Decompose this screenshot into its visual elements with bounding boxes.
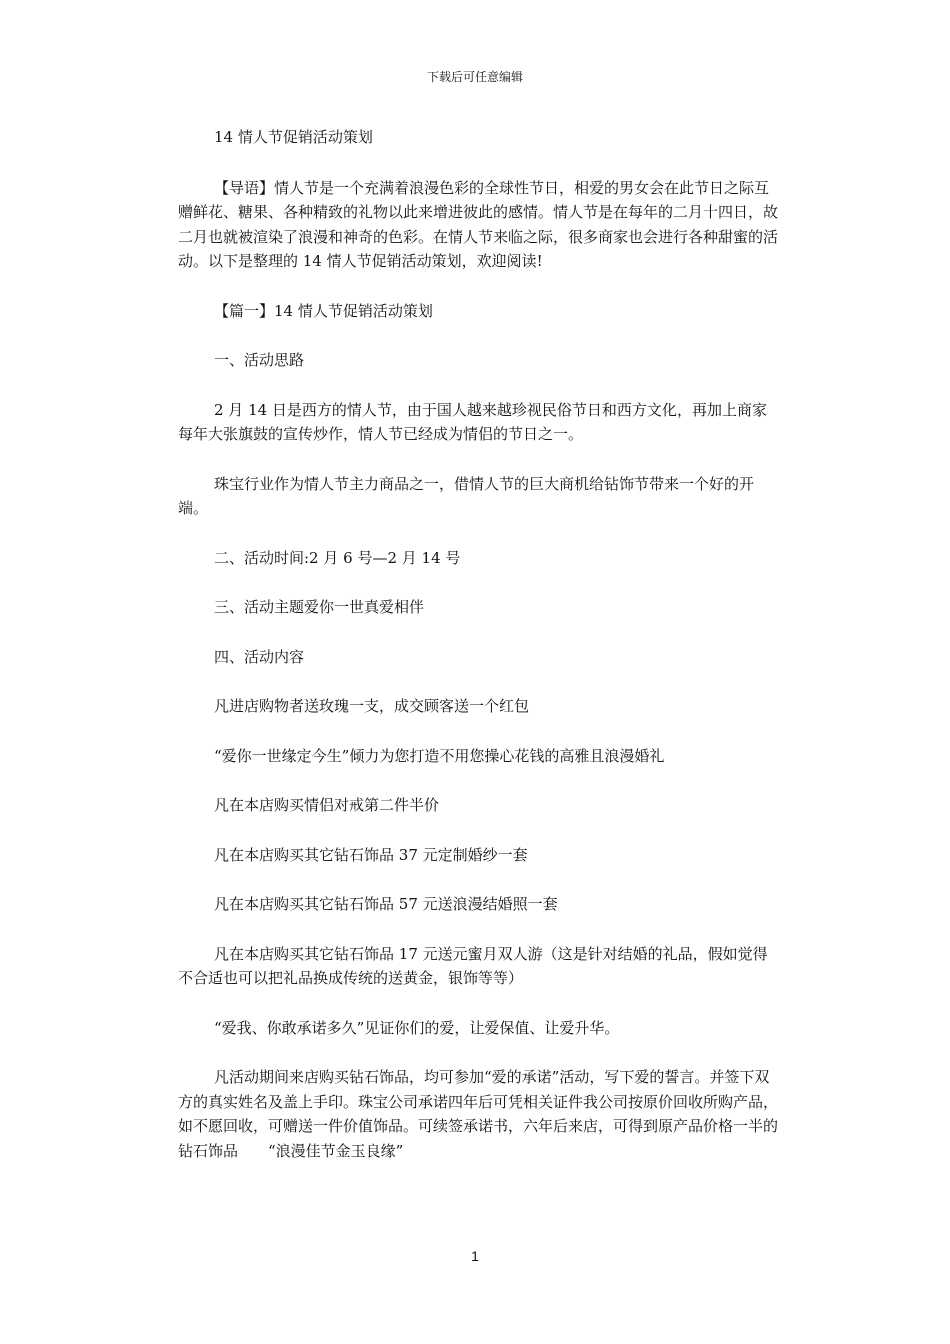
section-heading-part-one: 【篇一】14 情人节促销活动策划 [214, 301, 433, 320]
document-title: 14 情人节促销活动策划 [214, 128, 373, 146]
paragraph-jewelry: 珠宝行业作为情人节主力商品之一，借情人节的巨大商机给钻饰节带来一个好的开端。 [178, 474, 755, 517]
list-item: 凡进店购物者送玫瑰一支，成交顾客送一个红包 [214, 697, 530, 715]
list-item: 凡在本店购买其它钻石饰品 17 元送元蜜月双人游（这是针对结婚的礼品，假如觉得不合适也可以把礼品换成传统的送黄金，银饰等等） [178, 944, 768, 987]
paragraph-intro: 【导语】情人节是一个充满着浪漫色彩的全球性节日，相爱的男女会在此节日之际互赠鲜花、糖果、各种精致的礼物以此来增进彼此的感情。情人节是在每年的二月十四日，故二月也就被渲染了浪漫和神奇的色彩。在情人节来临之际，很多商家也会进行各种甜蜜的活动。以下是整理的 14 情人节促销活动策划，欢迎阅读! [178, 178, 779, 270]
section-heading-theme: 三、活动主题爱你一世真爱相伴 [214, 598, 425, 616]
section-heading-content: 四、活动内容 [214, 647, 305, 666]
paragraph-promise: 凡活动期间来店购买钻石饰品，均可参加“爱的承诺”活动，写下爱的誓言。并签下双方的真实姓名及盖上手印。珠宝公司承诺四年后可凭相关证件我公司按原价回收所购产品，如不愿回收，可赠送一件价值饰品。可续签承诺书，六年后来店，可得到原产品价格一半的钻石饰品 “浪漫佳节金玉良缘” [178, 1068, 779, 1160]
list-item: 凡在本店购买情侣对戒第二件半价 [214, 796, 440, 814]
page-header: 下载后可任意编辑 [426, 70, 523, 84]
paragraph-background: 2 月 14 日是西方的情人节，由于国人越来越珍视民俗节日和西方文化，再加上商家每年大张旗鼓的宣传炒作，情人节已经成为情侣的节日之一。 [178, 400, 767, 443]
list-item: “爱你一世缘定今生”倾力为您打造不用您操心花钱的高雅且浪漫婚礼 [214, 746, 665, 765]
page-number: 1 [471, 1248, 479, 1264]
list-item: “爱我、你敢承诺多久”见证你们的爱，让爱保值、让爱升华。 [214, 1018, 620, 1037]
document-body [178, 125, 778, 1188]
section-heading-time: 二、活动时间:2 月 6 号—2 月 14 号 [214, 548, 461, 567]
list-item: 凡在本店购买其它钻石饰品 57 元送浪漫结婚照一套 [214, 895, 558, 913]
list-item: 凡在本店购买其它钻石饰品 37 元定制婚纱一套 [214, 845, 528, 864]
section-heading-idea: 一、活动思路 [214, 351, 305, 369]
